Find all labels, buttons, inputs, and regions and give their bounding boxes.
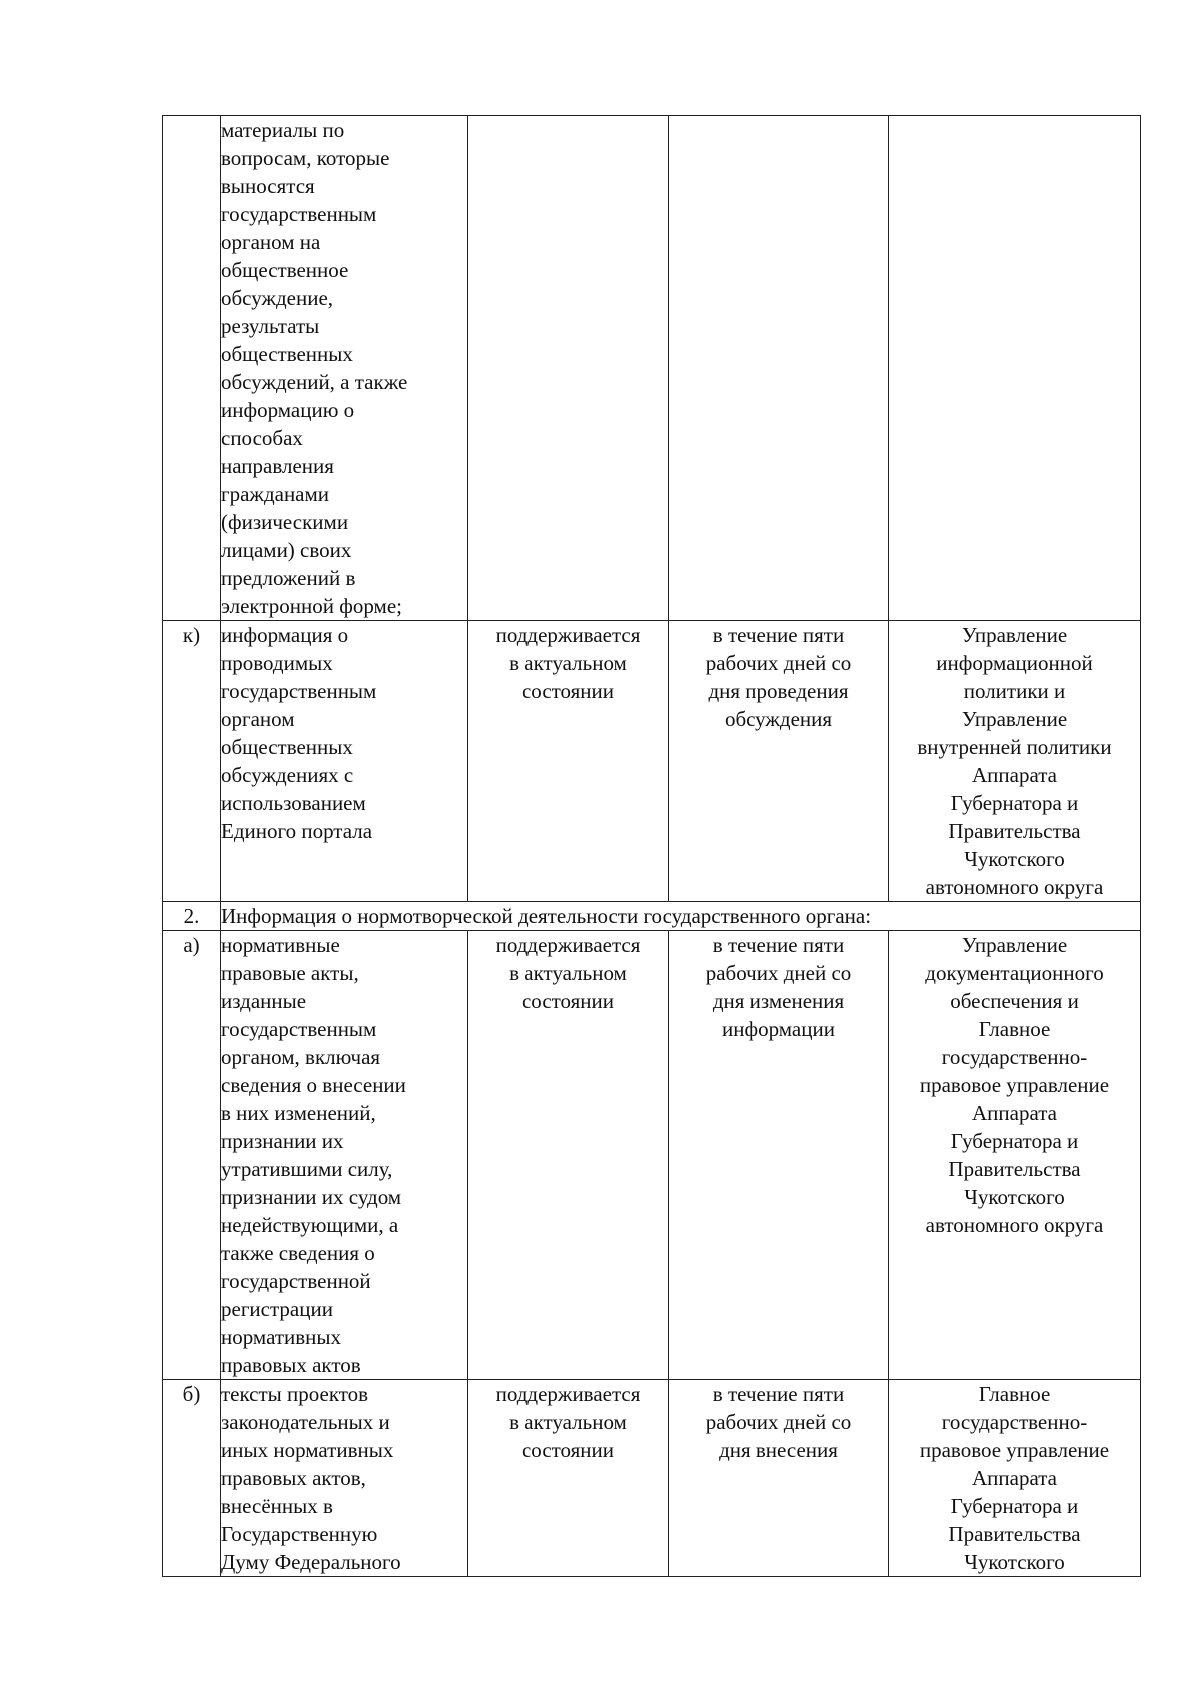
text-line: Чукотского: [964, 1185, 1065, 1209]
text-line: утратившими силу,: [221, 1157, 393, 1181]
row-number: к): [182, 623, 201, 647]
text-line: дня изменения: [712, 989, 845, 1013]
text-line: направления: [221, 454, 334, 478]
row-number-cell: [163, 931, 221, 1380]
text-line: обеспечения и: [950, 989, 1079, 1013]
text-line: Управление: [961, 623, 1068, 647]
text-line: органом на: [221, 230, 321, 254]
description-cell: [221, 621, 468, 902]
row-number-cell: [163, 116, 221, 621]
description-text: [221, 931, 467, 1379]
text-line: информация о: [221, 623, 349, 647]
text-line: правовые акты,: [221, 961, 359, 985]
text-line: информационной: [936, 651, 1093, 675]
text-line: Аппарата: [972, 763, 1057, 787]
text-line: автономного округа: [925, 1213, 1104, 1237]
deadline-text: [669, 1380, 888, 1464]
text-line: признании их: [221, 1129, 344, 1153]
text-line: внутренней политики: [917, 735, 1112, 759]
text-line: рабочих дней со: [705, 1410, 852, 1434]
text-line: обсуждений, а также: [221, 370, 408, 394]
text-line: изданные: [221, 989, 307, 1013]
text-line: в течение пяти: [712, 1382, 845, 1406]
text-line: Губернатора и: [950, 1494, 1079, 1518]
text-line: состоянии: [521, 989, 615, 1013]
text-line: документационного: [925, 961, 1104, 985]
row-number-cell: [163, 1380, 221, 1577]
description-cell: [221, 931, 468, 1380]
text-line: гражданами: [221, 482, 330, 506]
text-line: способах: [221, 426, 303, 450]
section-number-cell: [163, 902, 221, 931]
text-line: правовое управление: [919, 1073, 1110, 1097]
text-line: государственным: [221, 202, 377, 226]
frequency-text: [468, 931, 668, 1015]
deadline-cell: [669, 1380, 889, 1577]
text-line: Правительства: [948, 819, 1081, 843]
frequency-text: [468, 621, 668, 705]
responsible-cell: [889, 621, 1141, 902]
table-row: [163, 621, 1141, 902]
section-row: [163, 902, 1141, 931]
text-line: Правительства: [948, 1157, 1081, 1181]
text-line: в актуальном: [509, 1410, 627, 1434]
text-line: поддерживается: [495, 1382, 641, 1406]
text-line: предложений в: [221, 566, 356, 590]
frequency-cell: [468, 621, 669, 902]
text-line: материалы по: [221, 118, 345, 142]
text-line: также сведения о: [221, 1241, 375, 1265]
text-line: Чукотского: [964, 847, 1065, 871]
deadline-cell: [669, 116, 889, 621]
text-line: иных нормативных: [221, 1438, 394, 1462]
text-line: признании их судом: [221, 1185, 402, 1209]
text-line: проводимых: [221, 651, 333, 675]
text-line: (физическими: [221, 510, 349, 534]
text-line: государственным: [221, 679, 377, 703]
text-line: состоянии: [521, 679, 615, 703]
text-line: Государственную: [221, 1522, 378, 1546]
responsible-cell: [889, 116, 1141, 621]
text-line: в течение пяти: [712, 933, 845, 957]
text-line: государственной: [221, 1269, 371, 1293]
text-line: недействующими, а: [221, 1213, 399, 1237]
responsible-text: [889, 621, 1140, 901]
text-line: органом: [221, 707, 295, 731]
text-line: правовое управление: [919, 1438, 1110, 1462]
text-line: сведения о внесении: [221, 1073, 406, 1097]
text-line: Губернатора и: [950, 791, 1079, 815]
text-line: в них изменений,: [221, 1101, 376, 1125]
text-line: информации: [722, 1017, 835, 1041]
table-row: [163, 931, 1141, 1380]
text-line: поддерживается: [495, 623, 641, 647]
row-number: а): [183, 933, 200, 957]
frequency-text: [468, 1380, 668, 1464]
row-number: б): [182, 1382, 201, 1406]
information-table: [162, 115, 1141, 1577]
text-line: Главное: [978, 1017, 1051, 1041]
text-line: Управление: [961, 707, 1068, 731]
text-line: государственно-: [941, 1410, 1088, 1434]
text-line: Губернатора и: [950, 1129, 1079, 1153]
text-line: обсуждения: [724, 707, 833, 731]
section-title: Информация о нормотворческой деятельности государственного органа:: [221, 904, 872, 928]
text-line: автономного округа: [925, 875, 1104, 899]
frequency-cell: [468, 931, 669, 1380]
text-line: поддерживается: [495, 933, 641, 957]
deadline-text: [669, 621, 888, 733]
text-line: государственным: [221, 1017, 377, 1041]
text-line: законодательных и: [221, 1410, 390, 1434]
text-line: использованием: [221, 791, 366, 815]
section-number: 2.: [183, 904, 200, 928]
text-line: рабочих дней со: [705, 961, 852, 985]
text-line: дня проведения: [708, 679, 849, 703]
text-line: обсуждение,: [221, 286, 334, 310]
text-line: дня внесения: [719, 1438, 838, 1462]
text-line: выносятся: [221, 174, 315, 198]
text-line: органом, включая: [221, 1045, 381, 1069]
text-line: Думу Федерального: [221, 1550, 401, 1574]
responsible-cell: [889, 1380, 1141, 1577]
text-line: регистрации: [221, 1297, 333, 1321]
text-line: в актуальном: [509, 651, 627, 675]
text-line: правовых актов: [221, 1353, 361, 1377]
text-line: состоянии: [521, 1438, 615, 1462]
description-cell: [221, 116, 468, 621]
text-line: обсуждениях с: [221, 763, 354, 787]
text-line: электронной форме;: [221, 594, 402, 618]
text-line: рабочих дней со: [705, 651, 852, 675]
frequency-cell: [468, 116, 669, 621]
section-title-cell: [221, 902, 1141, 931]
text-line: нормативные: [221, 933, 340, 957]
text-line: общественное: [221, 258, 349, 282]
text-line: Чукотского: [964, 1550, 1065, 1574]
text-line: государственно-: [941, 1045, 1088, 1069]
description-text: [221, 116, 467, 620]
table-row: [163, 116, 1141, 621]
text-line: тексты проектов: [221, 1382, 369, 1406]
table-row: [163, 1380, 1141, 1577]
text-line: общественных: [221, 342, 353, 366]
text-line: Аппарата: [972, 1101, 1057, 1125]
frequency-cell: [468, 1380, 669, 1577]
text-line: Единого портала: [221, 819, 373, 843]
row-number-cell: [163, 621, 221, 902]
text-line: Главное: [978, 1382, 1051, 1406]
text-line: в актуальном: [509, 961, 627, 985]
text-line: Аппарата: [972, 1466, 1057, 1490]
deadline-cell: [669, 931, 889, 1380]
description-text: [221, 1380, 467, 1576]
text-line: вопросам, которые: [221, 146, 390, 170]
text-line: в течение пяти: [712, 623, 845, 647]
text-line: результаты: [221, 314, 320, 338]
description-text: [221, 621, 467, 845]
text-line: информацию о: [221, 398, 355, 422]
text-line: правовых актов,: [221, 1466, 366, 1490]
text-line: общественных: [221, 735, 353, 759]
text-line: Правительства: [948, 1522, 1081, 1546]
description-cell: [221, 1380, 468, 1577]
responsible-text: [889, 931, 1140, 1239]
deadline-cell: [669, 621, 889, 902]
text-line: политики и: [963, 679, 1066, 703]
text-line: нормативных: [221, 1325, 342, 1349]
text-line: Управление: [961, 933, 1068, 957]
text-line: лицами) своих: [221, 538, 352, 562]
text-line: внесённых в: [221, 1494, 333, 1518]
responsible-text: [889, 1380, 1140, 1576]
responsible-cell: [889, 931, 1141, 1380]
deadline-text: [669, 931, 888, 1043]
